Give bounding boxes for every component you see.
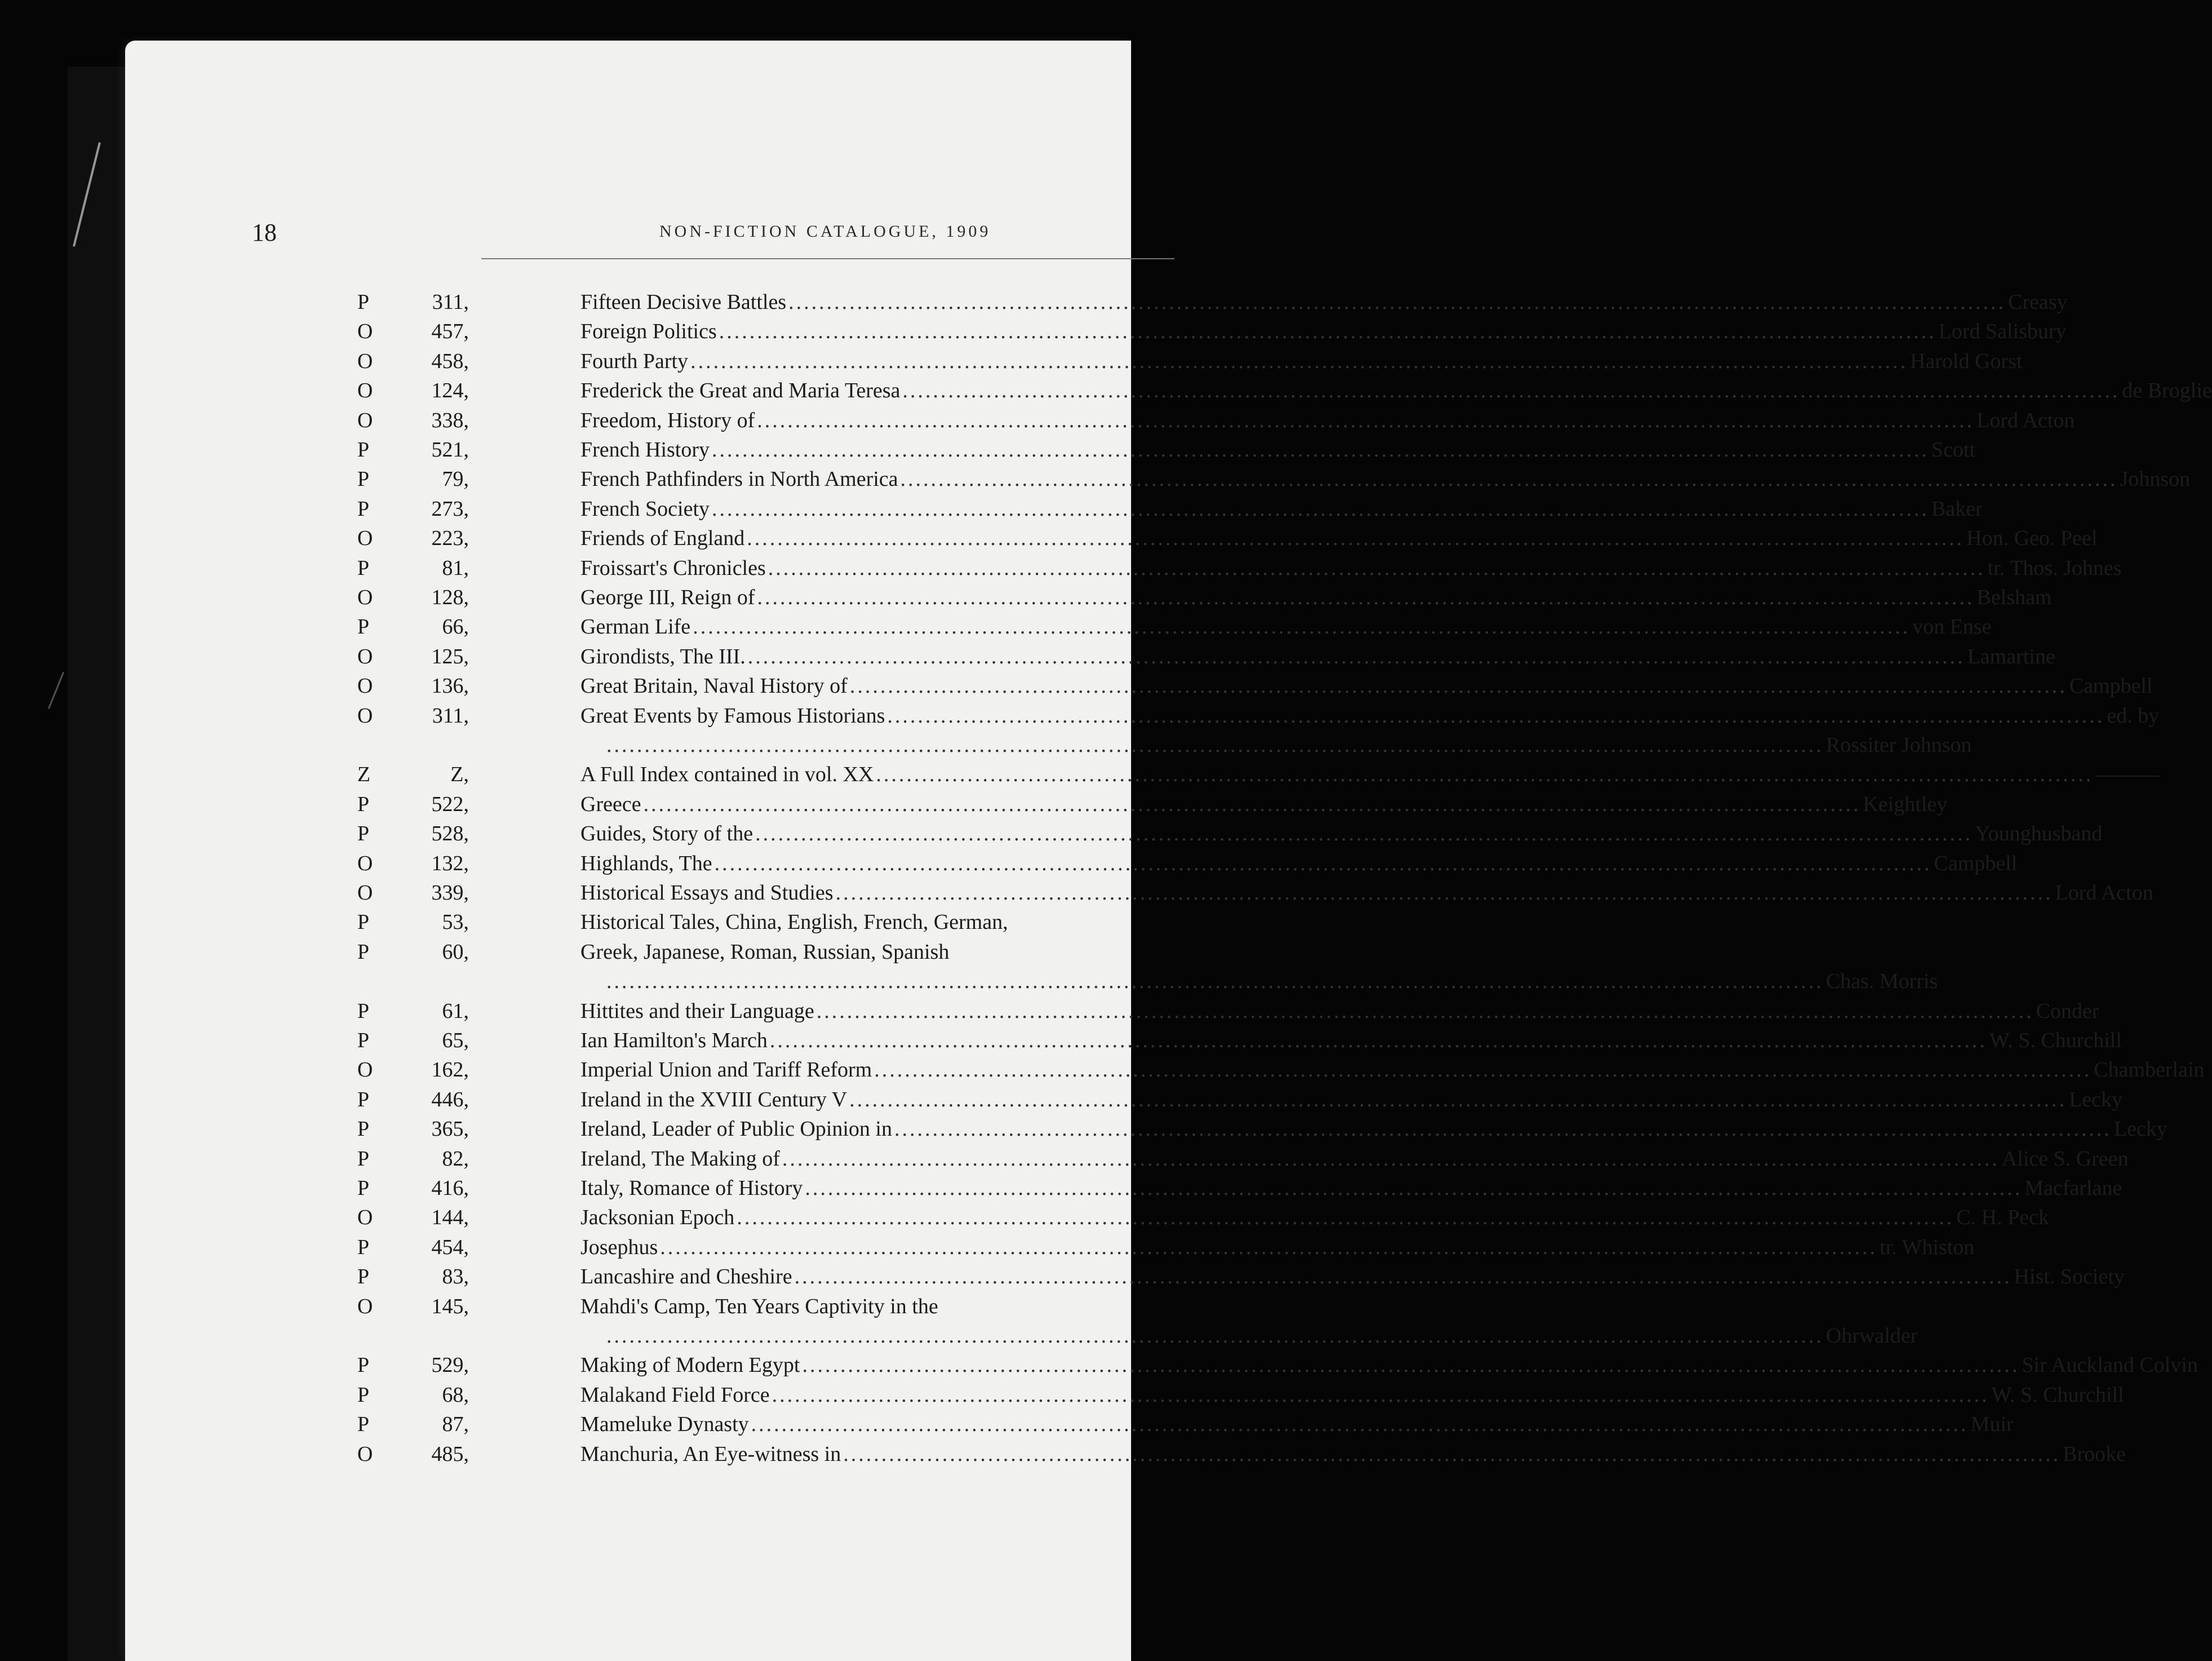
entry-line bbox=[580, 940, 1178, 964]
entry-title: Froissart's Chronicles bbox=[580, 556, 766, 580]
entry-class-letter: O bbox=[357, 703, 373, 728]
entry-author: Muir bbox=[1970, 1412, 2014, 1437]
leader-dots bbox=[772, 1383, 1989, 1407]
entry-line bbox=[580, 378, 2212, 403]
entry-number: 83, bbox=[442, 1265, 469, 1289]
entry-number: 311, bbox=[432, 290, 469, 314]
entry-line bbox=[580, 1353, 2198, 1377]
entry-number: 87, bbox=[442, 1412, 469, 1437]
entry-number: 162, bbox=[431, 1058, 469, 1082]
entry-number: 128, bbox=[431, 586, 469, 609]
leader-dots bbox=[795, 1264, 2012, 1289]
leader-dots bbox=[770, 1028, 1987, 1053]
leader-dots bbox=[901, 467, 2118, 491]
entry-author: tr. Thos. Johnes bbox=[1987, 556, 2122, 580]
entry-number: 132, bbox=[431, 851, 469, 875]
catalogue-entry bbox=[125, 290, 2068, 317]
entry-class-letter: P bbox=[357, 1412, 370, 1437]
catalogue-entry bbox=[125, 969, 1938, 996]
entry-title: Greek, Japanese, Roman, Russian, Spanish bbox=[580, 940, 950, 964]
entry-number: 416, bbox=[431, 1176, 469, 1200]
page-number: 18 bbox=[252, 219, 277, 246]
catalogue-entry bbox=[125, 644, 2055, 671]
entry-line bbox=[580, 1205, 2049, 1230]
entry-line bbox=[580, 1176, 2122, 1201]
catalogue-entry bbox=[125, 349, 2023, 376]
entry-class-letter: P bbox=[357, 1146, 370, 1171]
entry-author: Johnson bbox=[2120, 467, 2191, 491]
entry-number: Z, bbox=[450, 763, 469, 787]
entry-number: 124, bbox=[431, 379, 469, 403]
entry-title: Foreign Politics bbox=[580, 320, 717, 344]
entry-title: Malakand Field Force bbox=[580, 1383, 770, 1407]
leader-dots bbox=[644, 792, 1861, 817]
leader-dots bbox=[712, 497, 1929, 521]
leader-dots bbox=[693, 614, 1910, 639]
entry-number: 66, bbox=[442, 615, 469, 639]
entry-class-letter: P bbox=[357, 822, 370, 846]
leader-dots bbox=[876, 762, 2093, 787]
leader-dots bbox=[887, 703, 2104, 728]
entry-number: 521, bbox=[431, 438, 469, 462]
entry-number: 446, bbox=[431, 1087, 469, 1111]
entry-class-letter: P bbox=[357, 1235, 370, 1259]
catalogue-entry bbox=[125, 408, 2075, 435]
entry-title: Hittites and their Language bbox=[580, 999, 814, 1023]
entry-line bbox=[580, 556, 2122, 581]
leader-dots bbox=[715, 851, 1932, 876]
entry-number: 529, bbox=[431, 1353, 469, 1377]
entry-title: Great Events by Famous Historians bbox=[580, 703, 885, 728]
catalogue-entry bbox=[125, 1235, 1975, 1262]
entry-author: Lecky bbox=[2113, 1117, 2167, 1141]
entry-class-letter: P bbox=[357, 556, 370, 580]
entry-title: French Society bbox=[580, 497, 710, 521]
entry-number: 457, bbox=[431, 320, 469, 344]
entry-class-letter: P bbox=[357, 1117, 370, 1141]
entry-title: Mahdi's Camp, Ten Years Captivity in the bbox=[580, 1294, 938, 1318]
entry-author: Campbell bbox=[2069, 674, 2153, 698]
catalogue-entry bbox=[125, 467, 2191, 494]
entry-author: Hon. Geo. Peel bbox=[1966, 526, 2098, 551]
entry-class-letter: P bbox=[357, 1265, 370, 1289]
entry-author: W. S. Churchill bbox=[1991, 1383, 2124, 1407]
leader-dots bbox=[606, 733, 1824, 758]
entry-author: ed. by bbox=[2107, 703, 2160, 728]
entry-title: Friends of England bbox=[580, 526, 745, 551]
entry-class-letter: O bbox=[357, 851, 373, 875]
entry-class-letter: P bbox=[357, 910, 370, 934]
catalogue-entry bbox=[125, 940, 1131, 967]
entry-line bbox=[580, 1383, 2124, 1407]
leader-dots bbox=[712, 437, 1929, 462]
entry-title: Historical Essays and Studies bbox=[580, 881, 834, 905]
leader-dots bbox=[874, 1057, 2091, 1082]
entry-title: Lancashire and Cheshire bbox=[580, 1265, 792, 1289]
entry-title: Freedom, History of bbox=[580, 408, 755, 432]
catalogue-entry bbox=[125, 880, 2153, 907]
leader-dots bbox=[606, 1323, 1824, 1348]
entry-line bbox=[580, 1117, 2167, 1141]
entry-class-letter: O bbox=[357, 1294, 373, 1318]
leader-dots bbox=[747, 526, 1964, 551]
scan-mark bbox=[48, 672, 64, 709]
entry-title: Guides, Story of the bbox=[580, 822, 753, 846]
leader-dots bbox=[843, 1442, 2060, 1467]
entry-class-letter: P bbox=[357, 290, 370, 314]
entry-line bbox=[580, 349, 2023, 374]
entry-number: 53, bbox=[442, 910, 469, 934]
entry-line bbox=[580, 1412, 2014, 1437]
catalogue-entry bbox=[125, 437, 1976, 464]
leader-dots bbox=[755, 821, 1972, 846]
leader-dots bbox=[768, 556, 1985, 581]
leader-dots bbox=[788, 290, 2006, 315]
entry-class-letter: O bbox=[357, 644, 373, 668]
catalogue-entry bbox=[125, 1205, 2049, 1232]
entry-number: 454, bbox=[431, 1235, 469, 1259]
leader-dots bbox=[805, 1176, 2022, 1201]
entry-number: 528, bbox=[431, 822, 469, 846]
entry-class-letter: Z bbox=[357, 763, 371, 787]
entry-number: 68, bbox=[442, 1383, 469, 1407]
entry-title: Jacksonian Epoch bbox=[580, 1206, 735, 1230]
entry-line bbox=[580, 674, 2153, 698]
entry-title: Historical Tales, China, English, French, German, bbox=[580, 910, 1008, 934]
leader-dots bbox=[606, 969, 1824, 994]
catalogue-entry bbox=[125, 378, 2212, 405]
catalogue-entry bbox=[125, 1176, 2122, 1203]
catalogue-entry bbox=[125, 614, 1992, 641]
entry-line bbox=[580, 821, 2103, 846]
entry-line bbox=[604, 1323, 1918, 1348]
catalogue-entry bbox=[125, 319, 2067, 346]
entry-class-letter: P bbox=[357, 1087, 370, 1111]
entry-title: Ireland, The Making of bbox=[580, 1146, 780, 1171]
entry-class-letter: P bbox=[357, 438, 370, 462]
catalogue-entry bbox=[125, 1146, 2129, 1173]
entry-line bbox=[580, 1146, 2129, 1171]
entry-author: Harold Gorst bbox=[1910, 349, 2023, 373]
entry-number: 365, bbox=[431, 1117, 469, 1141]
catalogue-entry bbox=[125, 1057, 2205, 1084]
entry-number: 522, bbox=[431, 792, 469, 816]
entry-class-letter: O bbox=[357, 1206, 373, 1230]
entry-class-letter: P bbox=[357, 940, 370, 964]
entry-author: Campbell bbox=[1934, 851, 2018, 875]
entry-title: Josephus bbox=[580, 1235, 658, 1259]
leader-dots bbox=[849, 1087, 2067, 1112]
entry-author: Lamartine bbox=[1967, 644, 2055, 668]
entry-title: Frederick the Great and Maria Teresa bbox=[580, 379, 901, 403]
leader-dots bbox=[802, 1353, 2019, 1377]
leader-dots bbox=[850, 674, 2067, 698]
leader-dots bbox=[748, 644, 1965, 669]
entry-title: Italy, Romance of History bbox=[580, 1176, 803, 1200]
entry-class-letter: P bbox=[357, 615, 370, 639]
entry-title: Highlands, The bbox=[580, 851, 712, 875]
leader-dots bbox=[817, 999, 2034, 1024]
entry-title: Making of Modern Egypt bbox=[580, 1353, 800, 1377]
catalogue-entry bbox=[125, 851, 2018, 878]
entry-number: 81, bbox=[442, 556, 469, 580]
entry-author: von Ense bbox=[1912, 615, 1992, 639]
entry-line bbox=[580, 999, 2099, 1024]
entry-number: 458, bbox=[431, 349, 469, 373]
entry-number: 79, bbox=[442, 467, 469, 491]
entry-title: Manchuria, An Eye-witness in bbox=[580, 1442, 841, 1466]
entry-title: Ian Hamilton's March bbox=[580, 1029, 768, 1052]
leader-dots bbox=[902, 378, 2120, 403]
leader-dots bbox=[690, 349, 1908, 374]
entry-title: George III, Reign of bbox=[580, 586, 755, 609]
entry-title: Great Britain, Naval History of bbox=[580, 674, 848, 698]
entry-class-letter: O bbox=[357, 349, 373, 373]
entry-line bbox=[604, 969, 1938, 994]
entry-class-letter: O bbox=[357, 379, 373, 403]
catalogue-entry bbox=[125, 1264, 2125, 1291]
entry-number: 125, bbox=[431, 644, 469, 668]
leader-dots bbox=[737, 1205, 1954, 1230]
entry-author: tr. Whiston bbox=[1879, 1235, 1975, 1259]
entry-author: Younghusband bbox=[1975, 822, 2103, 846]
catalogue-entry bbox=[125, 1087, 2123, 1114]
entry-author: Lord Acton bbox=[1976, 408, 2075, 432]
entry-line bbox=[580, 1235, 1975, 1260]
entry-author: ——— bbox=[2095, 763, 2160, 787]
entry-line bbox=[580, 1294, 1178, 1319]
catalogue-entry bbox=[125, 526, 2098, 553]
catalogue-entry bbox=[125, 1323, 1918, 1350]
entry-author: Hist. Society bbox=[2014, 1265, 2125, 1289]
entry-class-letter: P bbox=[357, 1383, 370, 1407]
entry-author: de Broglie bbox=[2122, 379, 2212, 403]
entry-line bbox=[580, 467, 2191, 491]
entry-line bbox=[580, 703, 2160, 728]
entry-number: 338, bbox=[431, 408, 469, 432]
entry-author: Creasy bbox=[2008, 290, 2068, 314]
entry-title: Fifteen Decisive Battles bbox=[580, 290, 787, 314]
catalogue-entry bbox=[125, 1117, 2167, 1144]
entry-class-letter: P bbox=[357, 1353, 370, 1377]
entry-author: Chamberlain bbox=[2094, 1058, 2205, 1082]
catalogue-entry bbox=[125, 792, 1948, 819]
entry-author: Lecky bbox=[2069, 1087, 2123, 1111]
catalogue-entry bbox=[125, 1353, 2198, 1380]
entry-title: Imperial Union and Tariff Reform bbox=[580, 1058, 872, 1082]
entry-title: Mameluke Dynasty bbox=[580, 1412, 749, 1437]
entry-line bbox=[580, 1057, 2205, 1082]
catalogue-entry bbox=[125, 585, 2052, 612]
entry-number: 273, bbox=[431, 497, 469, 521]
entry-line bbox=[580, 497, 1983, 521]
entry-class-letter: O bbox=[357, 881, 373, 905]
catalogue-entry bbox=[125, 1383, 2124, 1410]
entry-line bbox=[580, 437, 1976, 462]
entry-line bbox=[580, 792, 1948, 817]
entry-title: Greece bbox=[580, 792, 641, 816]
entry-number: 223, bbox=[431, 526, 469, 551]
leader-dots bbox=[719, 319, 1936, 344]
catalogue-entry bbox=[125, 1294, 1131, 1321]
leader-dots bbox=[751, 1412, 1969, 1437]
entry-line bbox=[604, 733, 1972, 758]
leader-dots bbox=[757, 585, 1975, 610]
entry-line bbox=[580, 319, 2067, 344]
entry-author: Macfarlane bbox=[2024, 1176, 2122, 1200]
entry-author: W. S. Churchill bbox=[1989, 1029, 2122, 1052]
entry-number: 65, bbox=[442, 1029, 469, 1052]
entry-class-letter: O bbox=[357, 320, 373, 344]
entry-class-letter: O bbox=[357, 1058, 373, 1082]
entry-author: C. H. Peck bbox=[1956, 1206, 2049, 1230]
header-rule bbox=[481, 258, 1174, 259]
entry-number: 61, bbox=[442, 999, 469, 1023]
entry-class-letter: P bbox=[357, 999, 370, 1023]
entry-line bbox=[580, 1028, 2122, 1053]
entry-author: Baker bbox=[1931, 497, 1983, 521]
entry-line bbox=[580, 290, 2068, 315]
entry-class-letter: O bbox=[357, 586, 373, 609]
entry-title: German Life bbox=[580, 615, 691, 639]
entry-author: Conder bbox=[2036, 999, 2099, 1023]
catalogue-entry bbox=[125, 762, 2160, 789]
entry-class-letter: P bbox=[357, 1176, 370, 1200]
entry-author: Ohrwalder bbox=[1826, 1324, 1918, 1348]
leader-dots bbox=[757, 408, 1974, 433]
catalogue-page bbox=[125, 41, 2212, 1661]
entry-author: Lord Acton bbox=[2055, 881, 2153, 905]
entry-line bbox=[580, 762, 2160, 787]
entry-number: 144, bbox=[431, 1206, 469, 1230]
catalogue-entry bbox=[125, 556, 2122, 583]
entry-line bbox=[580, 644, 2055, 669]
entry-author: Sir Auckland Colvin bbox=[2022, 1353, 2198, 1377]
leader-dots bbox=[894, 1117, 2112, 1141]
entry-class-letter: O bbox=[357, 674, 373, 698]
leader-dots bbox=[836, 880, 2053, 905]
entry-title: French History bbox=[580, 438, 710, 462]
entry-line bbox=[580, 585, 2052, 610]
entry-author: Rossiter Johnson bbox=[1826, 733, 1972, 757]
entry-line bbox=[580, 1087, 2123, 1112]
entry-author: Lord Salisbury bbox=[1938, 320, 2067, 344]
entry-number: 145, bbox=[431, 1294, 469, 1318]
entry-number: 82, bbox=[442, 1146, 469, 1171]
entry-line bbox=[580, 910, 1178, 934]
entry-class-letter: O bbox=[357, 408, 373, 432]
entry-title: Ireland, Leader of Public Opinion in bbox=[580, 1117, 892, 1141]
entry-line bbox=[580, 614, 1992, 639]
entry-title: A Full Index contained in vol. XX bbox=[580, 763, 874, 787]
catalogue-entry bbox=[125, 910, 1131, 937]
leader-dots bbox=[660, 1235, 1877, 1260]
entry-author: Alice S. Green bbox=[2001, 1146, 2129, 1171]
entry-class-letter: P bbox=[357, 467, 370, 491]
entry-title: Girondists, The III. bbox=[580, 644, 746, 668]
catalogue-entry bbox=[125, 1442, 2126, 1469]
catalogue-entry bbox=[125, 674, 2153, 701]
entry-class-letter: P bbox=[357, 792, 370, 816]
catalogue-entry bbox=[125, 821, 2103, 848]
entry-author: Chas. Morris bbox=[1826, 969, 1938, 994]
entry-number: 339, bbox=[431, 881, 469, 905]
catalogue-entry bbox=[125, 1028, 2122, 1055]
entry-number: 136, bbox=[431, 674, 469, 698]
entry-number: 60, bbox=[442, 940, 469, 964]
entry-line bbox=[580, 880, 2153, 905]
entry-line bbox=[580, 1264, 2125, 1289]
entry-line bbox=[580, 851, 2018, 876]
entry-line bbox=[580, 526, 2098, 551]
entry-line bbox=[580, 408, 2075, 433]
catalogue-entry bbox=[125, 1412, 2014, 1439]
catalogue-entry bbox=[125, 497, 1983, 524]
entry-number: 485, bbox=[431, 1442, 469, 1466]
entry-number: 311, bbox=[432, 703, 469, 728]
catalogue-entry bbox=[125, 999, 2099, 1026]
entry-class-letter: P bbox=[357, 497, 370, 521]
entry-author: Belsham bbox=[1976, 586, 2052, 609]
leader-dots bbox=[782, 1146, 2000, 1171]
running-title: NON-FICTION CATALOGUE, 1909 bbox=[659, 222, 991, 241]
catalogue-entry bbox=[125, 703, 2160, 730]
entry-class-letter: P bbox=[357, 1029, 370, 1052]
entry-class-letter: O bbox=[357, 526, 373, 551]
entry-title: Fourth Party bbox=[580, 349, 689, 373]
entry-line bbox=[580, 1442, 2126, 1467]
entry-title: Ireland in the XVIII Century V bbox=[580, 1087, 848, 1111]
entry-author: Keightley bbox=[1863, 792, 1948, 816]
page-edge-shadow bbox=[68, 67, 131, 1661]
entry-class-letter: O bbox=[357, 1442, 373, 1466]
entry-title: French Pathfinders in North America bbox=[580, 467, 898, 491]
entry-author: Scott bbox=[1931, 438, 1976, 462]
entry-author: Brooke bbox=[2063, 1442, 2126, 1466]
catalogue-entry bbox=[125, 733, 1972, 760]
